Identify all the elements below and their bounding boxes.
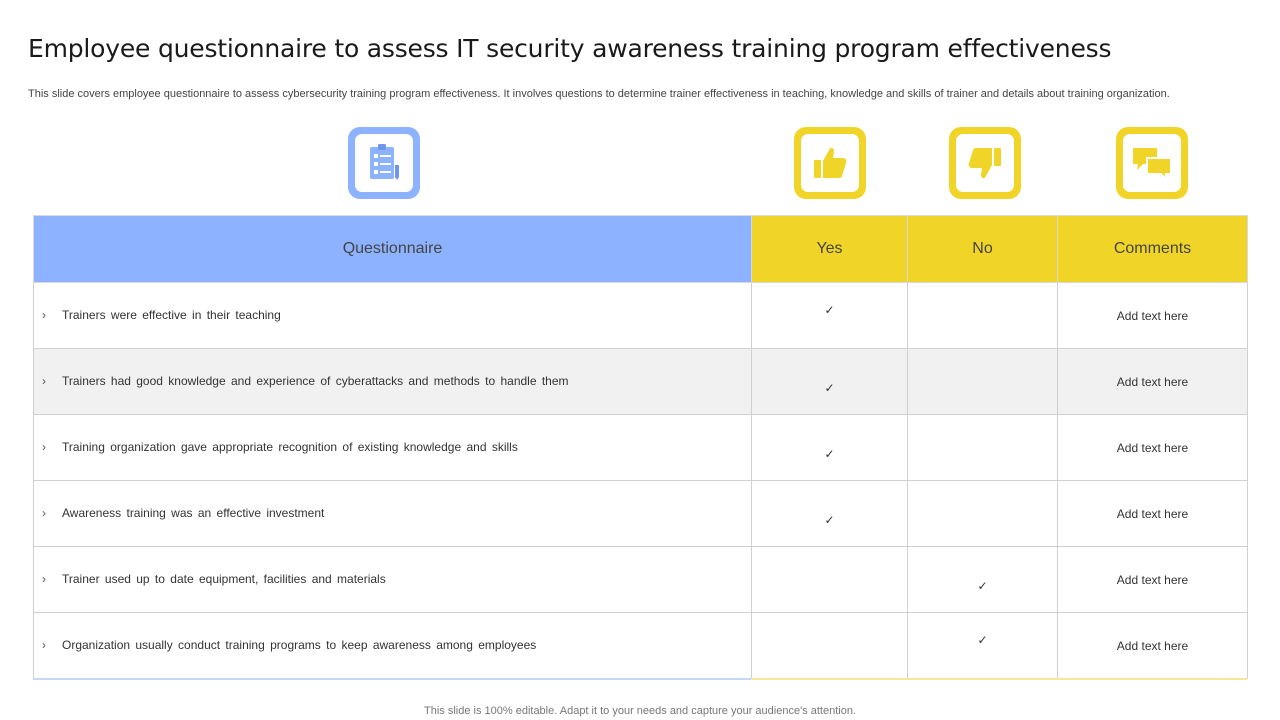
no-cell	[908, 547, 1058, 613]
bullet-icon: ›	[42, 439, 46, 454]
question-cell	[34, 613, 752, 679]
question-text: Awareness training was an effective investment	[62, 505, 325, 520]
no-icon-tile	[949, 127, 1021, 199]
question-cell	[34, 481, 752, 547]
no-cell	[908, 349, 1058, 415]
thumbs-down-icon	[966, 144, 1004, 182]
checkmark-icon: ✓	[824, 302, 835, 317]
question-cell	[34, 283, 752, 349]
yes-cell	[752, 547, 908, 613]
header-yes: Yes	[752, 216, 908, 283]
bullet-icon: ›	[42, 505, 46, 520]
header-no: No	[908, 216, 1058, 283]
table-row	[34, 349, 1248, 415]
checkmark-icon: ✓	[977, 578, 988, 593]
question-text: Organization usually conduct training programs to keep awareness among employees	[62, 637, 537, 652]
header-comments: Comments	[1058, 216, 1248, 283]
page-subtitle: This slide covers employee questionnaire to assess cybersecurity training program effectiveness. It involves questions to determine trainer effectiveness in teaching, knowledge and skills of trainer and details about training organization.	[28, 88, 1170, 100]
comment-cell: Add text here	[1058, 613, 1248, 679]
bullet-icon: ›	[42, 373, 46, 388]
no-cell	[908, 613, 1058, 679]
table-bottom-accent-yellow	[751, 678, 1247, 680]
thumbs-up-icon	[811, 144, 849, 182]
bullet-icon: ›	[42, 571, 46, 586]
comment-cell: Add text here	[1058, 283, 1248, 349]
table-row	[34, 481, 1248, 547]
question-text: Trainer used up to date equipment, facilities and materials	[62, 571, 386, 586]
table-bottom-accent-blue	[33, 678, 751, 680]
comment-cell: Add text here	[1058, 415, 1248, 481]
table-row	[34, 547, 1248, 613]
comment-cell: Add text here	[1058, 547, 1248, 613]
yes-cell	[752, 283, 908, 349]
footer-note: This slide is 100% editable. Adapt it to your needs and capture your audience's attention.	[424, 705, 856, 717]
no-cell	[908, 415, 1058, 481]
page-title: Employee questionnaire to assess IT security awareness training program effectiveness	[28, 34, 1112, 63]
yes-cell	[752, 349, 908, 415]
bullet-icon: ›	[42, 637, 46, 652]
checkmark-icon: ✓	[824, 380, 835, 395]
clipboard-checklist-icon	[367, 143, 401, 183]
question-cell	[34, 415, 752, 481]
table-row	[34, 415, 1248, 481]
question-text: Training organization gave appropriate recognition of existing knowledge and skills	[62, 439, 518, 454]
comment-cell: Add text here	[1058, 349, 1248, 415]
checkmark-icon: ✓	[824, 446, 835, 461]
question-cell	[34, 547, 752, 613]
chat-bubbles-icon	[1131, 144, 1173, 182]
checkmark-icon: ✓	[824, 512, 835, 527]
questionnaire-icon-tile	[348, 127, 420, 199]
yes-cell	[752, 613, 908, 679]
no-cell	[908, 481, 1058, 547]
comments-icon-tile	[1116, 127, 1188, 199]
header-questionnaire: Questionnaire	[34, 216, 752, 283]
checkmark-icon: ✓	[977, 632, 988, 647]
comment-cell: Add text here	[1058, 481, 1248, 547]
question-text: Trainers were effective in their teaching	[62, 307, 281, 322]
questionnaire-table	[33, 215, 1248, 679]
table-row	[34, 283, 1248, 349]
yes-cell	[752, 481, 908, 547]
table-header-row	[34, 216, 1248, 283]
question-cell	[34, 349, 752, 415]
no-cell	[908, 283, 1058, 349]
yes-icon-tile	[794, 127, 866, 199]
table-row	[34, 613, 1248, 679]
question-text: Trainers had good knowledge and experience of cyberattacks and methods to handle them	[62, 373, 569, 388]
bullet-icon: ›	[42, 307, 46, 322]
yes-cell	[752, 415, 908, 481]
